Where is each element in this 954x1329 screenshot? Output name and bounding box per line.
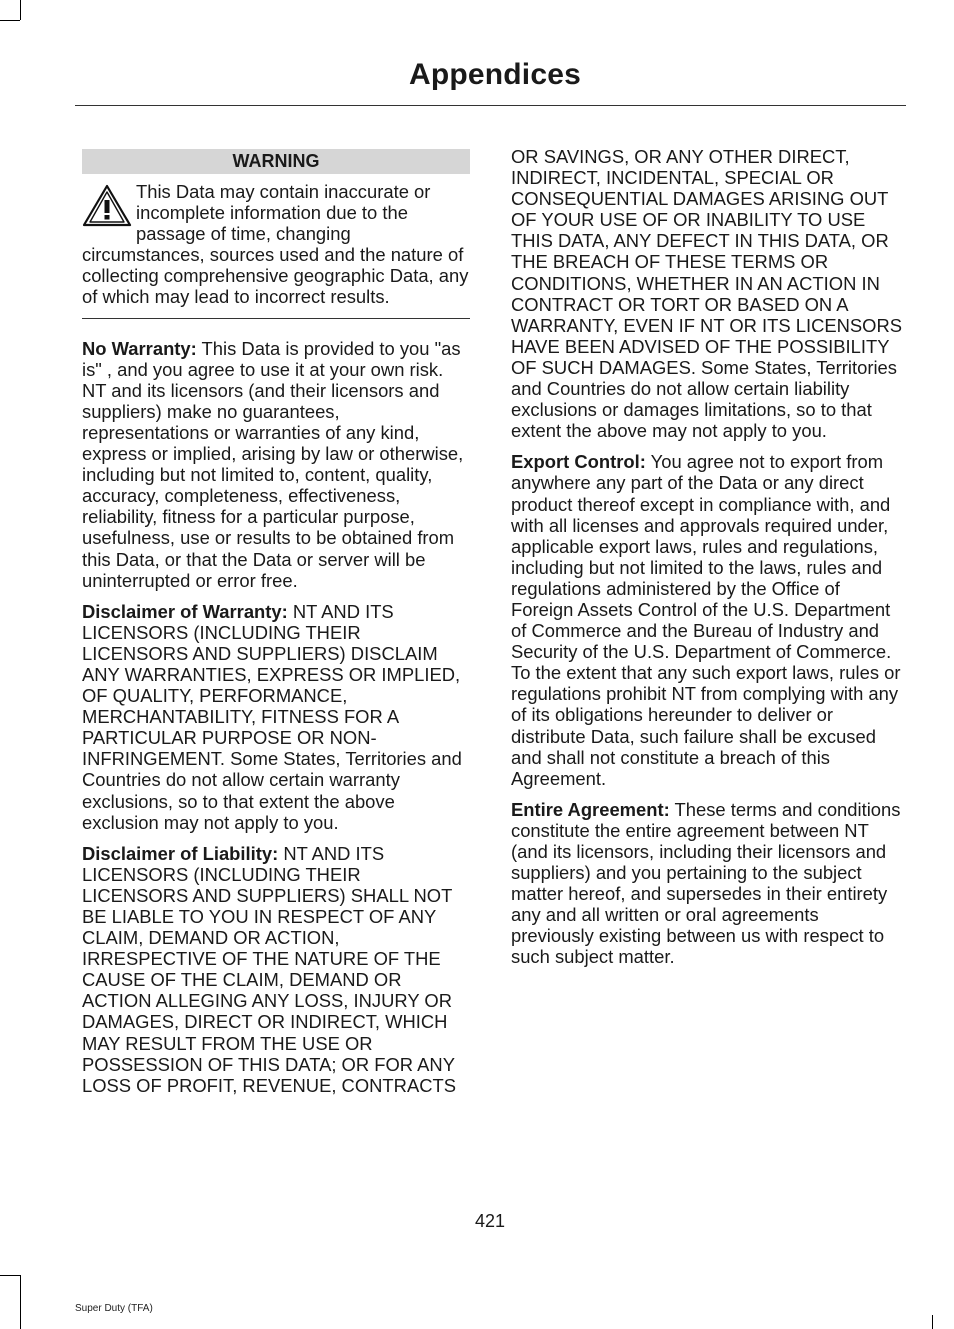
- section-text: NT AND ITS LICENSORS (INCLUDING THEIR LICENSORS AND SUPPLIERS) SHALL NOT BE LIABLE TO YOU IN RESPECT OF ANY CLAIM, DEMAND OR ACTION, IRRESPECTIVE OF THE NATURE OF THE CAUSE OF THE CLAIM, DEMAND OR ACTION ALLEGING ANY LOSS, INJURY OR DAMAGES, DIRECT OR INDIRECT, WHICH MAY RESULT FROM THE USE OR POSSESSION OF THIS DATA; OR FOR ANY LOSS OF PROFIT, REVENUE, CONTRACTS: [82, 842, 456, 1096]
- left-column: [82, 147, 470, 1106]
- section-label: Disclaimer of Warranty:: [82, 600, 288, 622]
- crop-mark: [20, 1275, 21, 1329]
- warning-triangle-icon: [82, 184, 132, 228]
- document-name: Super Duty (TFA): [75, 1303, 153, 1314]
- disclaimer-of-liability-continued: [511, 146, 903, 441]
- export-control-paragraph: [511, 451, 903, 789]
- section-text: These terms and conditions constitute the entire agreement between NT (and its licensors, including their licensors and suppliers) and you pertaining to the subject matter hereof, and supersedes in their entirety any and all written or oral agreements previously existing between us with respect to such subject matter.: [511, 798, 901, 968]
- page-number: 421: [474, 1211, 506, 1231]
- crop-mark: [0, 1275, 20, 1276]
- section-text: This Data is provided to you "as is" , and you agree to use it at your own risk. NT and its licensors (and their licensors and suppliers) make no guarantees, representations or warranties of any kind, express or implied, arising by law or otherwise, including but not limited to, content, quality, accuracy, completeness, effectiveness, reliability, fitness for a particular purpose, usefulness, use or results to be obtained from this Data, or that the Data or server will be uninterrupted or error free.: [82, 337, 464, 591]
- section-label: No Warranty:: [82, 337, 197, 359]
- section-text: You agree not to export from anywhere any part of the Data or any direct product thereof except in compliance with, and with all licenses and approvals required under, applicable export laws, rules and regulations, including but not limited to the laws, rules and regulations administered by the Office of Foreign Assets Control of the U.S. Department of Commerce and the Bureau of Industry and Security of the U.S. Department of Commerce. To the extent that any such export laws, rules or regulations prohibit NT from complying with any of its obligations hereunder to deliver or distribute Data, such failure shall be excused and shall not constitute a breach of this Agreement.: [511, 451, 901, 789]
- entire-agreement-paragraph: [511, 799, 903, 968]
- section-text: NT AND ITS LICENSORS (INCLUDING THEIR LICENSORS AND SUPPLIERS) DISCLAIM ANY WARRANTIES, EXPRESS OR IMPLIED, OF QUALITY, PERFORMANCE, MERCHANTABILITY, FITNESS FOR A PARTICULAR PURPOSE OR NON-INFRINGEMENT. Some States, Territories and Countries do not allow certain warranty exclusions, so to that extent the above exclusion may not apply to you.: [82, 600, 462, 833]
- title-divider: [75, 105, 906, 106]
- warning-text: This Data may contain inaccurate or incomplete information due to the passage of time, changing circumstances, sources used and the nature of collecting comprehensive geographic Data, any of which may lead to incorrect results.: [82, 181, 469, 308]
- right-column: [511, 146, 903, 978]
- disclaimer-of-liability-paragraph: [82, 843, 470, 1096]
- crop-mark: [20, 0, 21, 20]
- warning-body: [82, 181, 470, 308]
- section-label: Entire Agreement:: [511, 798, 670, 820]
- section-text: OR SAVINGS, OR ANY OTHER DIRECT, INDIRECT, INCIDENTAL, SPECIAL OR CONSEQUENTIAL DAMAGES ARISING OUT OF YOUR USE OF OR INABILITY TO USE THIS DATA, ANY DEFECT IN THIS DATA, OR THE BREACH OF THESE TERMS OR CONDITIONS, WHETHER IN AN ACTION IN CONTRACT OR TORT OR BASED ON A WARRANTY, EVEN IF NT OR ITS LICENSORS HAVE BEEN ADVISED OF THE POSSIBILITY OF SUCH DAMAGES. Some States, Territories and Countries do not allow certain liability exclusions or damages limitations, so to that extent the above may not apply to you.: [511, 146, 903, 442]
- warning-heading: WARNING: [82, 149, 470, 174]
- crop-mark: [932, 1315, 933, 1329]
- crop-mark: [0, 20, 20, 21]
- page-title: Appendices: [408, 58, 581, 91]
- warning-divider: [82, 318, 470, 319]
- disclaimer-of-warranty-paragraph: [82, 601, 470, 833]
- section-label: Export Control:: [511, 451, 646, 473]
- no-warranty-paragraph: [82, 338, 470, 591]
- section-label: Disclaimer of Liability:: [82, 842, 279, 864]
